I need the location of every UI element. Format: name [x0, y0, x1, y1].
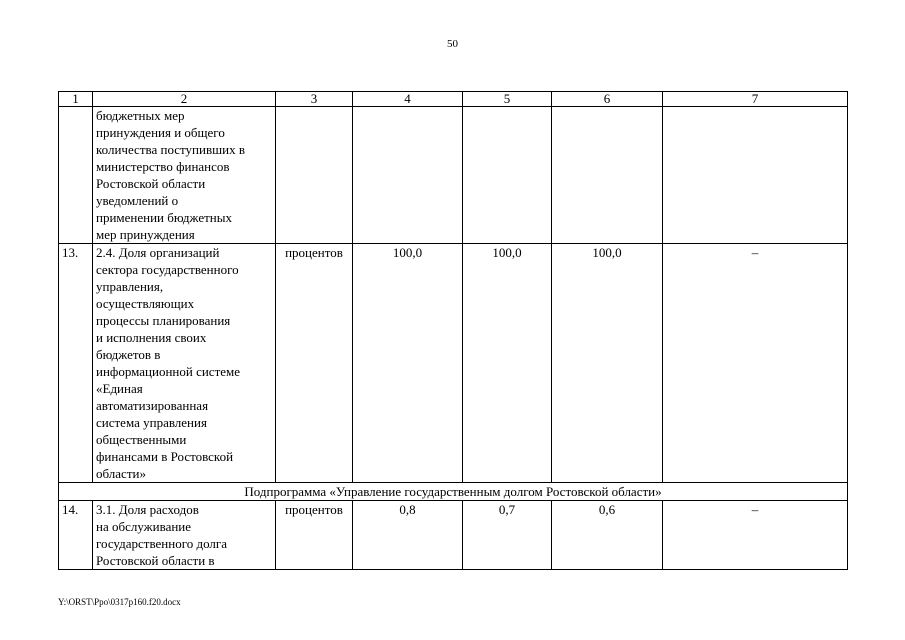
indicator-name-line: государственного долга: [96, 536, 227, 551]
value-cell: 0,7: [463, 501, 552, 570]
column-header: 4: [353, 92, 463, 107]
indicator-name-line: принуждения и общего: [96, 125, 225, 140]
column-header: 7: [663, 92, 848, 107]
value-cell: 0,6: [552, 501, 663, 570]
indicator-name-line: Ростовской области: [96, 176, 206, 191]
footer-file-path: Y:\ORST\Ppo\0317p160.f20.docx: [58, 597, 181, 607]
page-number: 50: [447, 38, 458, 50]
indicator-name: [93, 244, 276, 483]
indicator-name-line: финансами в Ростовской: [96, 449, 234, 464]
unit-cell: [276, 107, 353, 244]
unit-cell: процентов: [276, 501, 353, 570]
row-number: [59, 107, 93, 244]
indicator-name-line: области»: [96, 466, 146, 481]
indicator-name-line: количества поступивших в: [96, 142, 245, 157]
row-number: 14.: [59, 501, 93, 570]
indicator-name-line: 3.1. Доля расходов: [96, 502, 199, 517]
indicator-name-line: Ростовской области в: [96, 553, 215, 568]
indicator-name-line: бюджетов в: [96, 347, 161, 362]
column-header: 3: [276, 92, 353, 107]
indicator-name-line: сектора государственного: [96, 262, 239, 277]
indicator-name-line: система управления: [96, 415, 207, 430]
indicator-name-line: управления,: [96, 279, 164, 294]
indicator-name: [93, 501, 276, 570]
indicator-name: [93, 107, 276, 244]
indicator-name-line: процессы планирования: [96, 313, 231, 328]
value-cell: 0,8: [353, 501, 463, 570]
column-header: 5: [463, 92, 552, 107]
value-cell: 100,0: [552, 244, 663, 483]
indicator-name-line: 2.4. Доля организаций: [96, 245, 220, 260]
column-header: 1: [59, 92, 93, 107]
value-cell: 100,0: [353, 244, 463, 483]
subprogram-title: Подпрограмма «Управление государственным долгом Ростовской области»: [59, 483, 848, 501]
table-row: [59, 107, 848, 244]
indicator-name-line: на обслуживание: [96, 519, 192, 534]
indicator-name-line: бюджетных мер: [96, 108, 185, 123]
value-cell: [353, 107, 463, 244]
value-cell: [552, 107, 663, 244]
indicator-name-line: и исполнения своих: [96, 330, 207, 345]
subprogram-row: [59, 483, 848, 501]
indicator-name-line: министерство финансов: [96, 159, 230, 174]
value-cell: [663, 107, 848, 244]
indicator-name-line: осуществляющих: [96, 296, 195, 311]
indicator-name-line: мер принуждения: [96, 227, 195, 242]
table-row: [59, 244, 848, 483]
column-header: 2: [93, 92, 276, 107]
value-cell: –: [663, 501, 848, 570]
value-cell: –: [663, 244, 848, 483]
indicator-name-line: информационной системе: [96, 364, 241, 379]
value-cell: [463, 107, 552, 244]
indicator-name-line: уведомлений о: [96, 193, 179, 208]
column-header: 6: [552, 92, 663, 107]
indicator-name-line: «Единая: [96, 381, 143, 396]
table-header-row: [59, 92, 848, 107]
indicator-name-line: общественными: [96, 432, 187, 447]
unit-cell: процентов: [276, 244, 353, 483]
row-number: 13.: [59, 244, 93, 483]
value-cell: 100,0: [463, 244, 552, 483]
indicator-name-line: применении бюджетных: [96, 210, 232, 225]
table-row: [59, 501, 848, 570]
indicator-name-line: автоматизированная: [96, 398, 209, 413]
indicators-table: [58, 91, 848, 570]
